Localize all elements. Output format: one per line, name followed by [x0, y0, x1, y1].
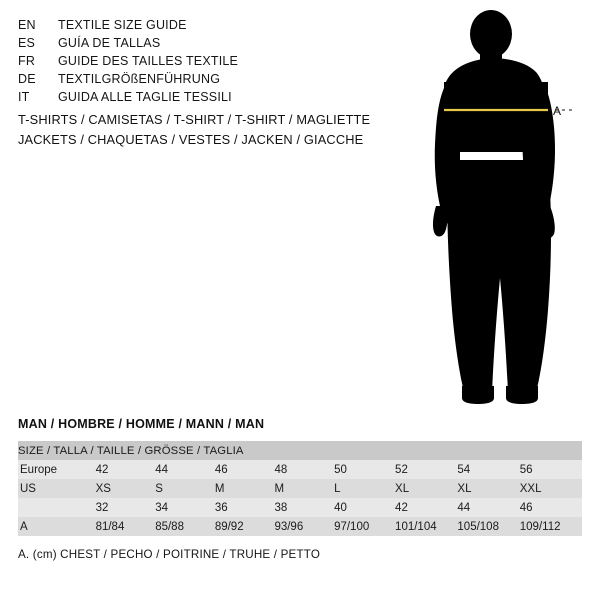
row-label-europe: Europe: [18, 460, 96, 479]
table-row: [18, 517, 582, 536]
row-label-us-numeric: [18, 498, 96, 517]
language-row: [18, 88, 418, 106]
cell-a-7: 105/108: [457, 517, 519, 536]
row-label-us: US: [18, 479, 96, 498]
language-row: [18, 70, 418, 88]
cell-europe-4: 48: [274, 460, 334, 479]
cell-a-4: 93/96: [274, 517, 334, 536]
cell-us-3: M: [215, 479, 275, 498]
cell-usnum-1: 32: [96, 498, 156, 517]
language-text: TEXTILGRÖßENFÜHRUNG: [58, 72, 221, 86]
language-code: DE: [18, 72, 36, 86]
language-text: TEXTILE SIZE GUIDE: [58, 18, 187, 32]
cell-usnum-4: 38: [274, 498, 334, 517]
cell-usnum-2: 34: [155, 498, 215, 517]
footnote: A. (cm) CHEST / PECHO / POITRINE / TRUHE / PETTO: [18, 548, 321, 561]
male-silhouette-illustration: [400, 10, 600, 410]
cell-europe-6: 52: [395, 460, 457, 479]
cell-europe-7: 54: [457, 460, 519, 479]
language-code: FR: [18, 54, 36, 68]
table-row: [18, 498, 582, 517]
cell-a-2: 85/88: [155, 517, 215, 536]
language-row: [18, 52, 418, 70]
cell-us-5: L: [334, 479, 395, 498]
cell-europe-3: 46: [215, 460, 275, 479]
cell-us-2: S: [155, 479, 215, 498]
table-header-label: SIZE / TALLA / TAILLE / GRÖSSE / TAGLIA: [18, 441, 582, 460]
cell-us-4: M: [274, 479, 334, 498]
cell-usnum-8: 46: [520, 498, 582, 517]
cell-usnum-7: 44: [457, 498, 519, 517]
language-text: GUIDA ALLE TAGLIE TESSILI: [58, 90, 232, 104]
language-text: GUÍA DE TALLAS: [58, 36, 161, 50]
language-row: [18, 16, 418, 34]
cell-europe-2: 44: [155, 460, 215, 479]
language-code: EN: [18, 18, 36, 32]
language-code: IT: [18, 90, 30, 104]
table-title: MAN / HOMBRE / HOMME / MANN / MAN: [18, 417, 265, 431]
cell-us-8: XXL: [520, 479, 582, 498]
language-row: [18, 34, 418, 52]
silhouette-svg: [400, 10, 600, 410]
cell-a-5: 97/100: [334, 517, 395, 536]
cell-a-6: 101/104: [395, 517, 457, 536]
cell-europe-5: 50: [334, 460, 395, 479]
table-header-row: [18, 441, 582, 460]
cell-a-3: 89/92: [215, 517, 275, 536]
chest-measure-label: A: [553, 104, 562, 118]
cell-usnum-6: 42: [395, 498, 457, 517]
table-row: [18, 479, 582, 498]
cell-a-8: 109/112: [520, 517, 582, 536]
cell-us-6: XL: [395, 479, 457, 498]
category-line-jackets: JACKETS / CHAQUETAS / VESTES / JACKEN / GIACCHE: [18, 132, 364, 147]
size-table: [18, 441, 582, 536]
cell-a-1: 81/84: [96, 517, 156, 536]
cell-us-1: XS: [96, 479, 156, 498]
cell-europe-1: 42: [96, 460, 156, 479]
category-list: [18, 110, 438, 150]
cell-usnum-5: 40: [334, 498, 395, 517]
language-text: GUIDE DES TAILLES TEXTILE: [58, 54, 239, 68]
cell-europe-8: 56: [520, 460, 582, 479]
language-code: ES: [18, 36, 36, 50]
cell-usnum-3: 36: [215, 498, 275, 517]
language-legend: [18, 16, 418, 106]
table-row: [18, 460, 582, 479]
cell-us-7: XL: [457, 479, 519, 498]
row-label-a: A: [18, 517, 96, 536]
category-line-tshirts: T-SHIRTS / CAMISETAS / T-SHIRT / T-SHIRT / MAGLIETTE: [18, 112, 371, 127]
